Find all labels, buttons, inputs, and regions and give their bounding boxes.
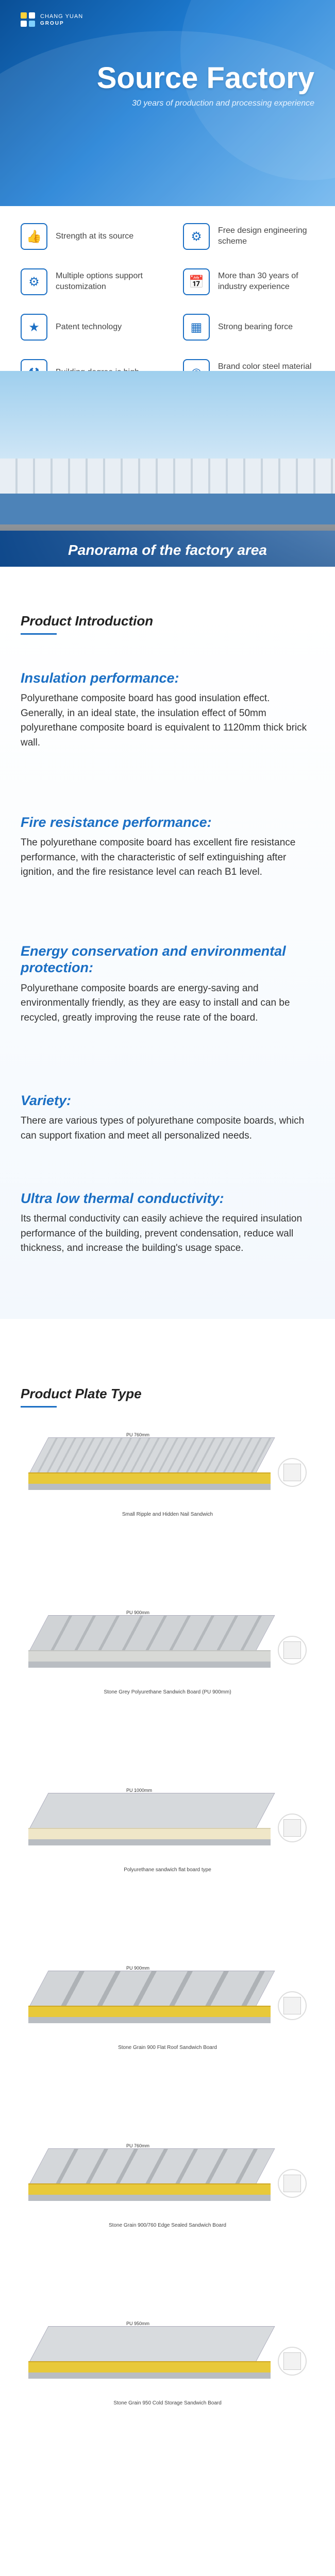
plate-detail-icon (278, 1991, 307, 2020)
factory-panorama-image (0, 371, 335, 567)
plate-caption: Stone Grain 900 Flat Roof Sandwich Board (118, 2045, 217, 2050)
brand-logo[interactable] (21, 12, 83, 28)
feature-item (21, 267, 152, 297)
plate-name: PU 950mm (126, 2321, 150, 2326)
plate-caption: Small Ripple and Hidden Nail Sandwich (122, 1512, 213, 1517)
plate-detail-icon (278, 2347, 307, 2376)
intro-text: Polyurethane composite board has good insulation effect. Generally, in an ideal state, the insulation effect of 50mm polyurethane composite board is equivalent to 1120mm thick brick wall. (21, 693, 307, 748)
plate-name: PU 900mm (126, 1965, 150, 1971)
intro-block (21, 814, 314, 880)
feature-label: Patent technology (56, 322, 122, 331)
feature-label: Multiple options support customization (56, 272, 143, 291)
feature-label: Brand color steel material (218, 362, 312, 371)
plate-item (18, 1788, 317, 1873)
plate-caption: Stone Grain 900/760 Edge Sealed Sandwich Board (109, 2223, 226, 2228)
building-icon: ▦ (183, 314, 210, 341)
plate-image (18, 1965, 317, 2043)
intro-block (21, 1092, 314, 1143)
intro-heading: Ultra low thermal conductivity: (21, 1191, 224, 1206)
plate-caption: Stone Grey Polyurethane Sandwich Board (PU 900mm) (104, 1689, 231, 1695)
plate-image (18, 2321, 317, 2398)
crane-icon: ⚙ (183, 223, 210, 250)
plate-detail-icon (278, 1814, 307, 1842)
hero-banner (0, 0, 335, 206)
plate-caption: Polyurethane sandwich flat board type (124, 1867, 211, 1873)
feature-label: Strong bearing force (218, 322, 293, 331)
intro-block (21, 1190, 314, 1256)
intro-block (21, 943, 314, 1025)
plate-image (18, 2143, 317, 2221)
feature-item (183, 267, 314, 297)
intro-heading: Energy conservation and environmental protection: (21, 943, 286, 976)
plate-item (18, 1965, 317, 2050)
medal-icon: ★ (21, 314, 47, 341)
feature-item (183, 312, 314, 342)
intro-block (21, 670, 314, 750)
calendar-icon: 📅 (183, 268, 210, 295)
factory-roof (0, 459, 335, 495)
intro-heading: Variety: (21, 1093, 72, 1108)
plate-detail-icon (278, 1636, 307, 1665)
plate-item (18, 2143, 317, 2228)
feature-item (21, 222, 152, 251)
plate-item (18, 2321, 317, 2406)
plate-name: PU 760mm (126, 2143, 150, 2148)
plate-name: PU 900mm (126, 1610, 150, 1615)
plate-detail-icon (278, 1458, 307, 1487)
feature-item (21, 312, 152, 342)
feature-label: Strength at its source (56, 231, 134, 241)
plate-item (18, 1432, 317, 1517)
plate-image (18, 1432, 317, 1510)
panorama-caption: Panorama of the factory area (68, 542, 267, 558)
feature-label: Free design engineering scheme (218, 226, 307, 246)
plate-image (18, 1788, 317, 1865)
thumbs-up-icon: 👍 (21, 223, 47, 250)
intro-section-title: Product Introduction (21, 613, 153, 635)
intro-heading: Insulation performance: (21, 670, 179, 686)
brand-sub: GROUP (40, 20, 64, 26)
feature-item (183, 222, 314, 251)
plate-detail-icon (278, 2169, 307, 2198)
intro-text: The polyurethane composite board has excellent fire resistance performance, with the characteristic of self extinguishing after ignition, and the fire resistance level can reach B1 level. (21, 837, 296, 878)
plate-item (18, 1610, 317, 1695)
hero-subtitle: 30 years of production and processing experience (132, 99, 314, 108)
plate-name: PU 1000mm (126, 1788, 153, 1793)
intro-text: There are various types of polyurethane composite boards, which can support fixation and meet all personalized needs. (21, 1115, 305, 1141)
plate-caption: Stone Grain 950 Cold Storage Sandwich Board (113, 2400, 222, 2406)
feature-grid (0, 206, 335, 387)
logo-mark-icon (21, 12, 36, 28)
feature-label: More than 30 years of industry experience (218, 272, 298, 291)
plate-name: PU 760mm (126, 1432, 150, 1437)
intro-text: Polyurethane composite boards are energy-saving and environmentally friendly, as they are easy to install and can be recycled, greatly improving the reuse rate of the board. (21, 982, 290, 1023)
intro-heading: Fire resistance performance: (21, 815, 212, 830)
plate-section-title: Product Plate Type (21, 1386, 142, 1408)
intro-text: Its thermal conductivity can easily achieve the required insulation performance of the building, prevent condensation, reduce wall thickness, and increase the building's usage space. (21, 1213, 303, 1254)
brand-name: CHANG YUAN (40, 13, 83, 20)
factory-wall (0, 494, 335, 524)
plate-image (18, 1610, 317, 1687)
gear-icon: ⚙ (21, 268, 47, 295)
hero-title: Source Factory (96, 61, 314, 95)
